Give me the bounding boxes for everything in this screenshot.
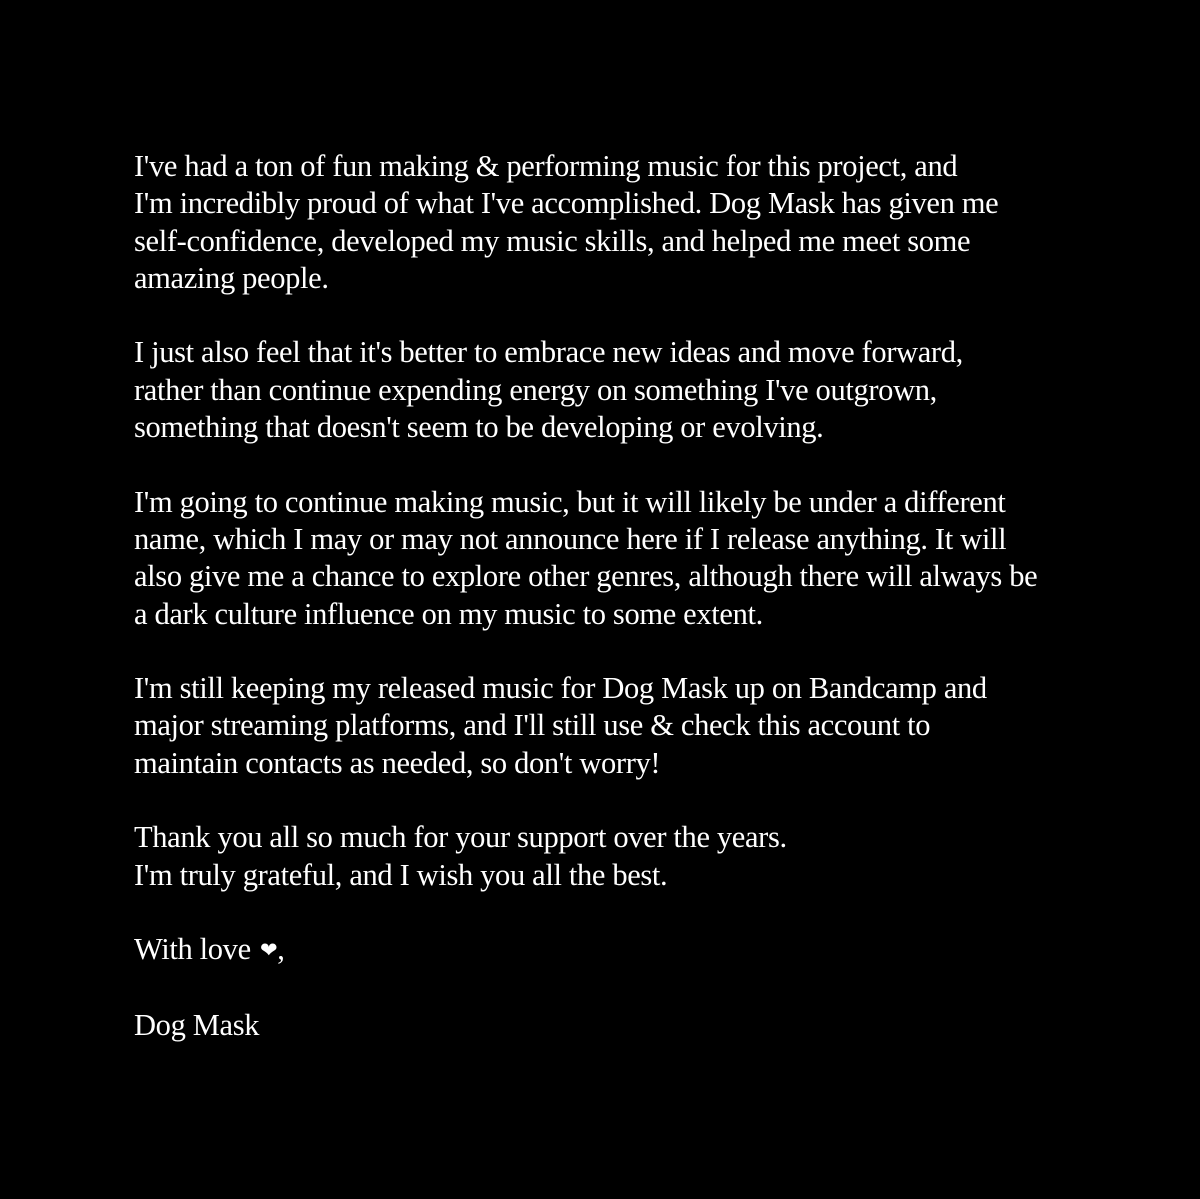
closing bbox=[134, 931, 1144, 969]
paragraph-line: something that doesn't seem to be developing or evolving. bbox=[134, 410, 824, 445]
paragraph-released-music bbox=[134, 670, 1144, 782]
paragraph-line: I'm truly grateful, and I wish you all the best. bbox=[134, 857, 668, 892]
paragraph-line: also give me a chance to explore other genres, although there will always be bbox=[134, 559, 1038, 594]
paragraph-line: I'm still keeping my released music for Dog Mask up on Bandcamp and bbox=[134, 671, 987, 706]
paragraph-line: I've had a ton of fun making & performing music for this project, and bbox=[134, 149, 958, 183]
paragraph-line: major streaming platforms, and I'll still use & check this account to bbox=[134, 708, 931, 743]
heart-icon: ❤ bbox=[260, 938, 278, 963]
paragraph-thanks bbox=[134, 819, 1144, 894]
paragraph-line: rather than continue expending energy on something I've outgrown, bbox=[134, 372, 937, 407]
paragraph-line: I'm incredibly proud of what I've accomplished. Dog Mask has given me bbox=[134, 186, 999, 221]
paragraph-line: maintain contacts as needed, so don't worry! bbox=[134, 745, 661, 780]
paragraph-intro bbox=[134, 148, 1144, 297]
paragraph-line: self-confidence, developed my music skills, and helped me meet some bbox=[134, 223, 971, 258]
paragraph-line: I just also feel that it's better to embrace new ideas and move forward, bbox=[134, 335, 963, 370]
paragraph-line: I'm going to continue making music, but it will likely be under a different bbox=[134, 484, 1006, 519]
letter-body bbox=[134, 148, 1144, 1081]
paragraph-future-music bbox=[134, 484, 1144, 633]
paragraph-move-forward bbox=[134, 334, 1144, 446]
closing-text: With love bbox=[134, 932, 251, 967]
signature-text: Dog Mask bbox=[134, 1007, 260, 1042]
closing-line bbox=[134, 931, 1144, 969]
paragraph-line: Thank you all so much for your support over the years. bbox=[134, 820, 787, 855]
paragraph-line: a dark culture influence on my music to some extent. bbox=[134, 596, 763, 631]
paragraph-line: name, which I may or may not announce here if I release anything. It will bbox=[134, 521, 1007, 556]
signature bbox=[134, 1007, 1144, 1044]
closing-punct: , bbox=[277, 932, 285, 967]
paragraph-line: amazing people. bbox=[134, 260, 329, 295]
